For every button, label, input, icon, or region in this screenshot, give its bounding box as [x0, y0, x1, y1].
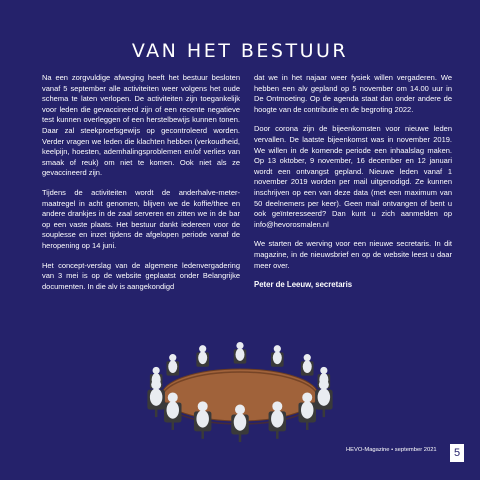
seated-figure [166, 354, 179, 376]
page-title: VAN HET BESTUUR [131, 40, 349, 62]
seated-figure [271, 345, 284, 367]
paragraph: Tijdens de activiteiten wordt de anderhalve-meter-maatregel in acht genomen, blijven we de koffie/thee en andere drankjes in de zaal serveren en zitten we in de bar op een vaste plaats. Het bestuur dankt iedereen voor de souplesse en inzet tijdens de afgelopen periode vanaf de heropening op 14 juni. [42, 187, 240, 250]
meeting-table-illustration [140, 325, 340, 450]
paragraph: Door corona zijn de bijeenkomsten voor nieuwe leden vervallen. De laatste bijeenkomst was in november 2019. We willen in de komende periode een inhaalslag maken. Op 13 oktober, 9 november, 16 december en 12 januari wordt een ontvangst gepland. Nieuwe leden vanaf 1 november 2019 worden per mail uitgenodigd. Ze kunnen inschrijven op een van deze data (met een maximum van 50 deelnemers per keer). Geen mail ontvangen of bent u ook geïnteresseerd? Dan kunt u zich aanmelden op info@hevorosmalen.nl [254, 124, 452, 229]
seated-figure [301, 354, 314, 376]
paragraph: We starten de werving voor een nieuwe secretaris. In dit magazine, in de nieuwsbrief en op de website leest u daar meer over. [254, 239, 452, 270]
paragraph: Het concept-verslag van de algemene ledenvergadering van 3 mei is op de website geplaatst onder Belangrijke documenten. In die alv is aangekondigd [42, 260, 240, 291]
signature: Peter de Leeuw, secretaris [254, 280, 353, 290]
paragraph: dat we in het najaar weer fysiek willen vergaderen. We hebben een alv gepland op 5 november om 14.00 uur in De Ontmoeting. Op de agenda staat dan onder andere de hoogte van de contributie en de begroting 2022. [254, 73, 452, 114]
seated-figure [196, 345, 209, 367]
left-column [42, 73, 240, 301]
seated-figure [234, 342, 247, 364]
right-column [254, 73, 452, 300]
footer-text: HEVO-Magazine • september 2021 [346, 447, 437, 453]
page-number: 5 [450, 444, 464, 462]
paragraph: Na een zorgvuldige afweging heeft het bestuur besloten vanaf 5 september alle activiteiten weer volgens het oude schema te laten verlopen. De activiteiten zijn toegankelijk voor leden die gevaccineerd zijn of een recente negatieve test kunnen overleggen of een herstelbewijs kunnen tonen. Daar zal steekproefsgewijs op gecontroleerd worden. Verder vragen we leden die klachten hebben (verkoudheid, keelpijn, hoesten, ademhalingsproblemen en/of verlies van smaak of reuk) om niet te komen. Ook niet als ze gevaccineerd zijn. [42, 73, 240, 178]
